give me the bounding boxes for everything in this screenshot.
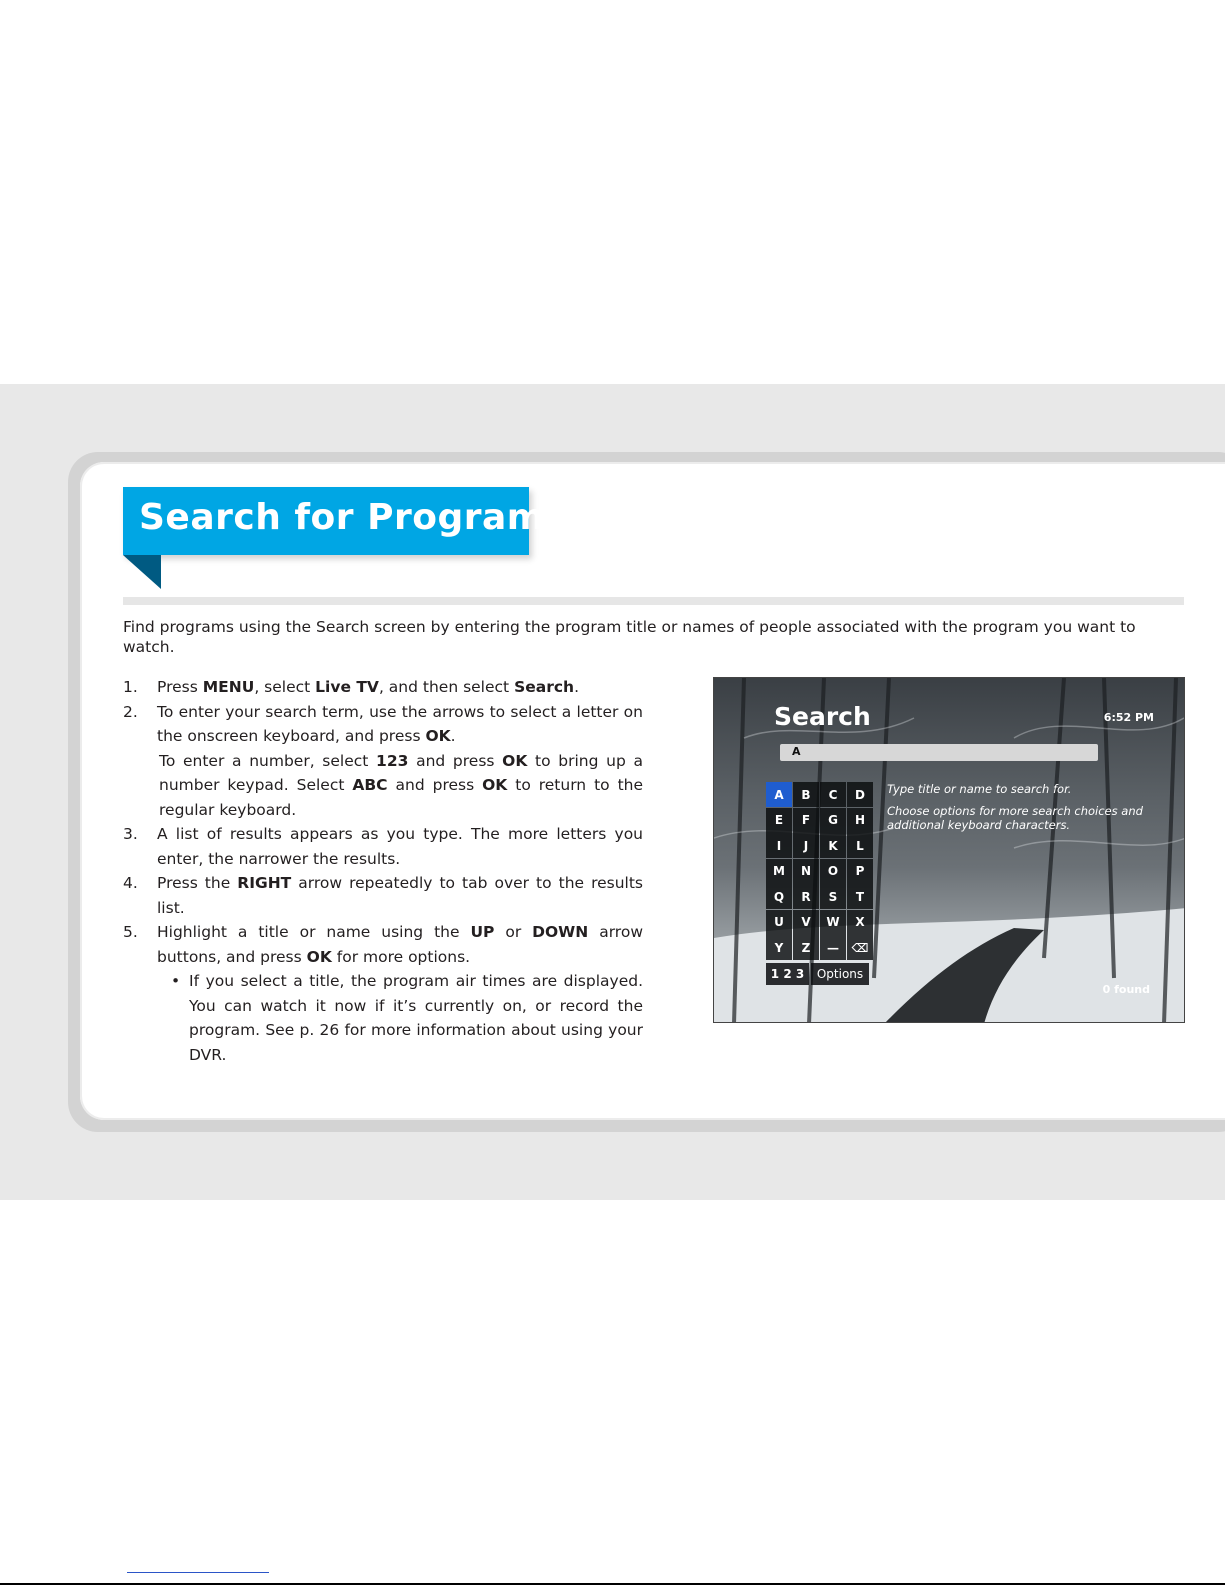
step-number: 1. <box>123 678 138 696</box>
key-i[interactable]: I <box>766 833 792 858</box>
key-c[interactable]: C <box>820 782 846 807</box>
step-keyword: DOWN <box>532 923 589 941</box>
step-text: for more options. <box>331 947 471 966</box>
step-text: Highlight a title or name using the <box>157 923 471 941</box>
step-text: to bring up a number keypad. Select <box>159 751 643 794</box>
clock: 6:52 PM <box>1103 711 1154 724</box>
step-text: or <box>494 923 533 941</box>
step-keyword: ABC <box>352 776 388 794</box>
footer-link-underline <box>127 1572 269 1573</box>
step-text: arrow repeatedly to tab over to the results list. <box>157 874 643 917</box>
step-keyword: MENU <box>202 678 255 696</box>
onscreen-keyboard <box>766 782 874 985</box>
list-item <box>123 700 643 749</box>
key-d[interactable]: D <box>847 782 873 807</box>
step-keyword: UP <box>470 923 495 941</box>
keyboard-row <box>766 910 874 936</box>
key-p[interactable]: P <box>847 859 873 884</box>
bullet-dot: • <box>171 972 181 990</box>
bullet-text: If you select a title, the program air times are displayed. You can watch it now if it’s currently on, or record the program. See p. 26 for more information about using your DVR. <box>189 972 643 1064</box>
step-number: 5. <box>123 923 138 941</box>
key-x[interactable]: X <box>847 910 873 935</box>
step-text: , select <box>254 678 316 696</box>
step-text: , and then select <box>378 678 515 696</box>
backspace-icon[interactable]: ⌫ <box>847 935 873 960</box>
step-number: 2. <box>123 702 138 721</box>
step-text: A list of results appears as you type. The more letters you enter, the narrower the results. <box>157 825 643 868</box>
keyboard-row <box>766 808 874 834</box>
key-h[interactable]: H <box>847 808 873 833</box>
search-input-value: A <box>792 745 801 758</box>
screen-title: Search <box>774 702 871 731</box>
step-text: To enter your search term, use the arrows to select a letter on the onscreen keyboard, and press <box>157 702 643 745</box>
step-number: 3. <box>123 825 138 843</box>
key-m[interactable]: M <box>766 859 792 884</box>
step-text: and press <box>408 751 503 770</box>
key-v[interactable]: V <box>793 910 819 935</box>
step-keyword: OK <box>425 727 451 745</box>
step-keyword: OK <box>306 947 332 966</box>
step-keyword: RIGHT <box>237 874 292 892</box>
key-l[interactable]: L <box>847 833 873 858</box>
search-screen-image <box>713 677 1185 1023</box>
list-bullet <box>123 969 643 1067</box>
key-g[interactable]: G <box>820 808 846 833</box>
key-u[interactable]: U <box>766 910 792 935</box>
options-button[interactable]: Options <box>811 963 869 985</box>
key-o[interactable]: O <box>820 859 846 884</box>
step-keyword: OK <box>502 751 528 770</box>
key-space[interactable]: — <box>820 935 846 960</box>
divider <box>123 597 1184 605</box>
step-keyword: 123 <box>376 751 409 770</box>
key-r[interactable]: R <box>793 884 819 909</box>
key-e[interactable]: E <box>766 808 792 833</box>
keyboard-row <box>766 935 874 961</box>
step-number: 4. <box>123 874 138 892</box>
step-subparagraph <box>123 749 643 823</box>
page-title: Search for Programs <box>139 497 567 538</box>
instruction-list <box>123 675 643 1067</box>
key-t[interactable]: T <box>847 884 873 909</box>
key-b[interactable]: B <box>793 782 819 807</box>
key-w[interactable]: W <box>820 910 846 935</box>
intro-paragraph: Find programs using the Search screen by entering the program title or names of people associated with the program you want to watch. <box>123 618 1136 656</box>
list-item <box>123 871 643 920</box>
key-a[interactable]: A <box>766 782 792 807</box>
result-count: 0 found <box>1102 983 1150 996</box>
keyboard-row <box>766 859 874 885</box>
step-text: Press the <box>157 874 238 892</box>
options-hint: Choose options for more search choices and additional keyboard characters. <box>887 804 1143 832</box>
step-text: arrow buttons, and press <box>157 923 643 966</box>
step-text: . <box>574 678 580 696</box>
title-ribbon-tail <box>123 555 161 589</box>
keyboard-row <box>766 884 874 910</box>
step-text: To enter a number, select <box>159 751 377 770</box>
step-keyword: OK <box>482 776 508 794</box>
keyboard-row <box>766 782 874 808</box>
step-text: Press <box>157 678 203 696</box>
key-f[interactable]: F <box>793 808 819 833</box>
step-keyword: Live TV <box>315 678 379 696</box>
key-q[interactable]: Q <box>766 884 792 909</box>
key-s[interactable]: S <box>820 884 846 909</box>
key-n[interactable]: N <box>793 859 819 884</box>
key-z[interactable]: Z <box>793 935 819 960</box>
search-input[interactable] <box>780 744 1098 761</box>
keyboard-row <box>766 833 874 859</box>
key-k[interactable]: K <box>820 833 846 858</box>
list-item <box>123 822 643 871</box>
step-text: and press <box>387 776 483 794</box>
step-text: . <box>450 727 456 745</box>
keyboard-footer <box>766 963 874 985</box>
list-item <box>123 920 643 969</box>
number-keypad-button[interactable]: 1 2 3 <box>766 963 809 985</box>
key-y[interactable]: Y <box>766 935 792 960</box>
section-title-bar <box>123 487 567 555</box>
step-text: to return to the regular keyboard. <box>159 776 644 819</box>
search-hint: Type title or name to search for. <box>887 782 1072 796</box>
key-j[interactable]: J <box>793 833 819 858</box>
step-keyword: Search <box>514 678 575 696</box>
list-item <box>123 675 643 700</box>
